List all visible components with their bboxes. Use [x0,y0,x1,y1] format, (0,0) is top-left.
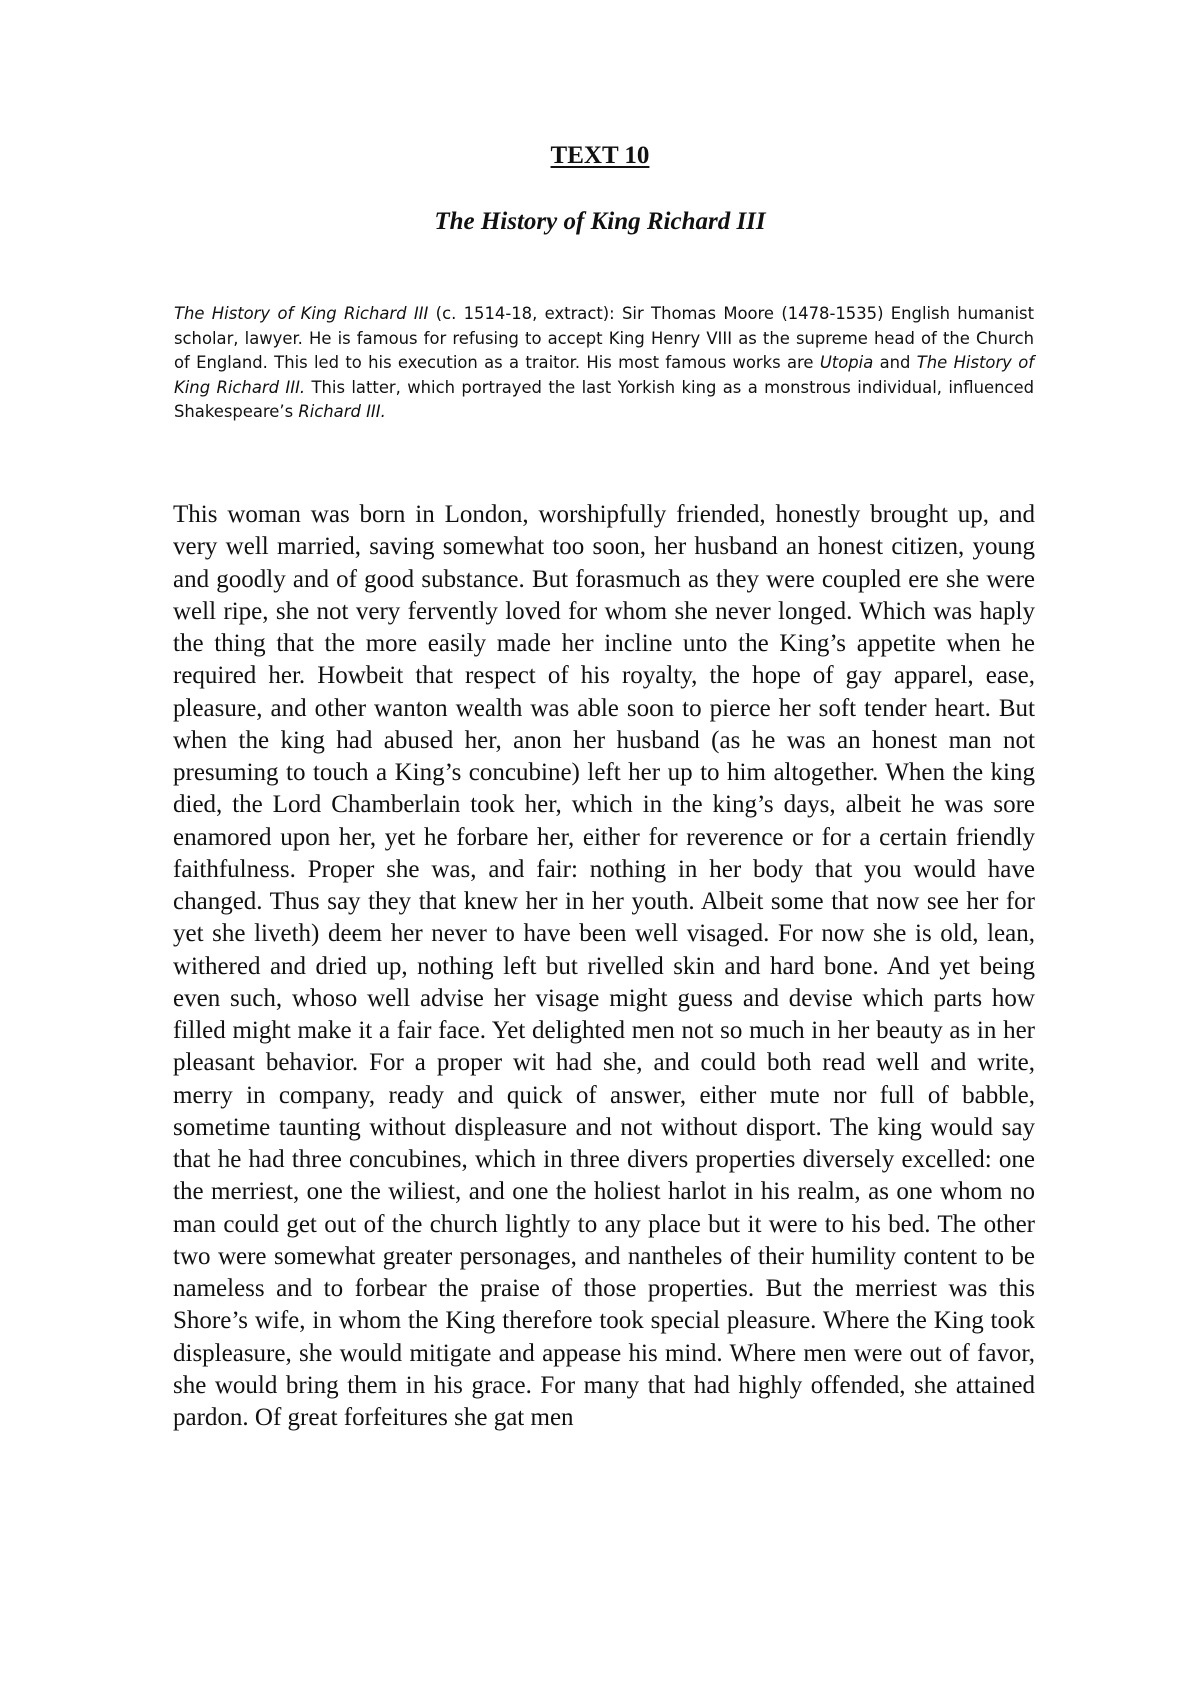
intro-segment-3: This latter, which portrayed the last Yorkish king as a monstrous individual, influenced Shakespeare’s [174,377,1034,422]
intro-work-utopia: Utopia [819,353,874,373]
intro-work-play: Richard III. [298,402,386,422]
intro-work-title: The History of King Richard III [174,304,429,323]
text-title-heading: The History of King Richard III [434,208,766,235]
intro-segment-2: and [873,353,917,373]
intro-work-title-2: The History of King Richard III. [174,353,1034,397]
author-introduction [174,302,1034,425]
text-number-heading: TEXT 10 [550,142,650,169]
intro-segment-1: (c. 1514-18, extract): Sir Thomas Moore (1478-1535) English humanist scholar, lawyer. He is famous for refusing to accept King Henry VIII as the supreme head of the Church of England. This led to his execution as a traitor. His most famous works are [174,304,1034,373]
extract-body-text: This woman was born in London, worshipfully friended, honestly brought up, and very well married, saving somewhat too soon, her husband an honest citizen, young and goodly and of good substance. But forasmuch as they were coupled ere she were well ripe, she not very fervently loved for whom she never longed. Which was haply the thing that the more easily made her incline unto the King’s appetite when he required her. Howbeit that respect of his royalty, the hope of gay apparel, ease, pleasure, and other wanton wealth was able soon to pierce her soft tender heart. But when the king had abused her, anon her husband (as he was an honest man not presuming to touch a King’s concubine) left her up to him altogether. When the king died, the Lord Chamberlain took her, which in the king’s days, albeit he was sore enamored upon her, yet he forbare her, either for reverence or for a certain friendly faithfulness. Proper she was, and fair: nothing in her body that you would have changed. Thus say they that knew her in her youth. Albeit some that now see her for yet she liveth) deem her never to have been well visaged. For now she is old, lean, withered and dried up, nothing left but rivelled skin and hard bone. And yet being even such, whoso well advise her visage might guess and devise which parts how filled might make it a fair face. Yet delighted men not so much in her beauty as in her pleasant behavior. For a proper wit had she, and could both read well and write, merry in company, ready and quick of answer, either mute nor full of babble, sometime taunting without displeasure and not without disport. The king would say that he had three concubines, which in three divers properties diversely excelled: one the merriest, one the wiliest, and one the holiest harlot in his realm, as one whom no man could get out of the church lightly to any place but it were to his bed. The other two were somewhat greater personages, and nantheles of their humility content to be nameless and to forbear the praise of those properties. But the merriest was this Shore’s wife, in whom the King therefore took special pleasure. Where the King took displeasure, she would mitigate and appease his mind. Where men were out of favor, she would bring them in his grace. For many that had highly offended, she attained pardon. Of great forfeitures she gat men [173,501,1035,1431]
